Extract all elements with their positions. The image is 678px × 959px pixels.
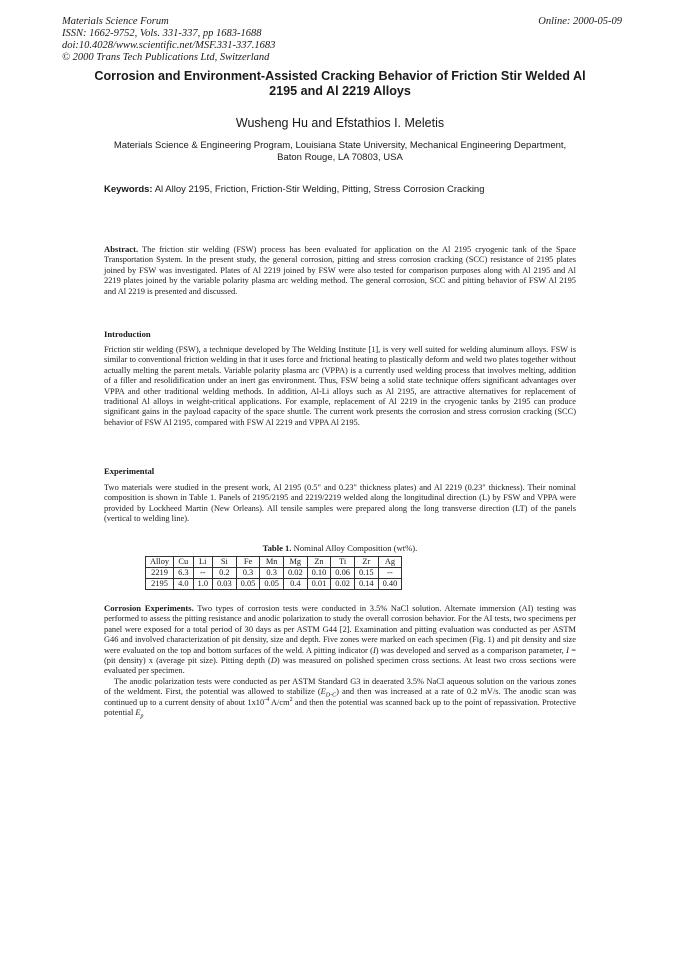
keywords-text: Al Alloy 2195, Friction, Friction-Stir Welding, Pitting, Stress Corrosion Cracking (152, 184, 485, 195)
copyright-line: © 2000 Trans Tech Publications Ltd, Switzerland (62, 52, 270, 63)
table-cell: -- (378, 568, 402, 579)
paper-title: Corrosion and Environment-Assisted Cracking Behavior of Friction Stir Welded Al 2195 and Al 2219 Alloys (94, 69, 586, 98)
table-cell: 0.40 (378, 579, 402, 590)
corrosion-text: The anodic polarization tests were conducted as per ASTM Standard G3 in deaerated 3.5% NaCl aqueous solution on the various zones of the weldment. First, the potential was allowed to stabilize ( (104, 676, 576, 697)
table-header-cell: Ti (331, 557, 355, 568)
table-caption-label: Table 1. (262, 543, 292, 553)
table-header-cell: Si (213, 557, 237, 568)
corrosion-section (104, 603, 576, 718)
symbol-pitting-indicator: I (372, 645, 376, 655)
online-date: Online: 2000-05-09 (538, 16, 622, 27)
table-caption-text: Nominal Alloy Composition (wt%). (291, 543, 418, 553)
table-cell: 0.01 (307, 579, 331, 590)
table-cell: 2219 (146, 568, 174, 579)
table-header-row (146, 557, 402, 568)
table-cell: 4.0 (174, 579, 193, 590)
table-cell: 0.05 (236, 579, 260, 590)
corrosion-text: = (pit density) x (average pit size). Pitting depth ( (104, 645, 576, 666)
corrosion-paragraph-2 (104, 677, 576, 719)
table-cell: 0.3 (260, 568, 284, 579)
abstract-text: The friction stir welding (FSW) process has been evaluated for application on the Al 2195 cryogenic tank of the Space Transportation System. In the present study, the general corrosion, pitting and stress corrosion cracking (SCC) resistance of 2195 plates joined by FSW was investigated. Plates of Al 2219 joined by FSW were also tested for comparison purposes along with Al 2195 and Al 2219 plates joined by the variable polarity plasma arc welding method. The general corrosion, SCC and pitting behavior of FSW Al 2195 and Al 2219 is presented and discussed. (104, 245, 576, 296)
table-caption (104, 543, 576, 553)
table-cell: 6.3 (174, 568, 193, 579)
table-cell: 2195 (146, 579, 174, 590)
corrosion-label: Corrosion Experiments. (104, 603, 194, 613)
paper-authors: Wusheng Hu and Efstathios I. Meletis (235, 116, 445, 130)
experimental-heading: Experimental (104, 466, 155, 476)
table-cell: 0.15 (354, 568, 378, 579)
table-cell: 0.03 (213, 579, 237, 590)
introduction-text: Friction stir welding (FSW), a technique developed by The Welding Institute [1], is very well suited for welding aluminum alloys. FSW is similar to conventional friction welding in that it uses force and frictional heating to plastically deform and weld two plates together without actually melting the parent metals. Variable polarity plasma arc (VPPA) is a currently used welding process that involves melting, addition of a filler and resolidification under an inert gas environment. Thus, FSW being a solid state technique offers significant advantages over VPPA and other traditional welding methods. In addition, Al-Li alloys such as Al 2195, are attractive alternatives for replacement of traditional Al alloys in weight-critical applications. For example, replacement of Al 2219 in the cryogenic tanks by 2195 can produce significant gains in the payload capacity of the space shuttle. The current work presents the corrosion and stress corrosion cracking (SCC) behavior of FSW Al 2195, compared with FSW Al 2219 and VPPA Al 2195. (104, 345, 576, 427)
table-header-cell: Alloy (146, 557, 174, 568)
table-cell: 0.4 (283, 579, 307, 590)
symbol-pitting-depth: D (270, 656, 277, 666)
symbol-pitting-indicator: I (566, 645, 569, 655)
issn-line: ISSN: 1662-9752, Vols. 331-337, pp 1683-1688 (62, 28, 262, 39)
table-cell: 0.3 (236, 568, 260, 579)
table-header-cell: Ag (378, 557, 402, 568)
table-header-cell: Li (193, 557, 212, 568)
journal-header (62, 16, 622, 64)
corrosion-text: and then the potential was scanned back up to the point of repassivation. Protective potential (104, 697, 576, 718)
table-row (146, 568, 402, 579)
composition-table (145, 556, 402, 590)
abstract-section (104, 244, 576, 297)
table-header-cell: Mg (283, 557, 307, 568)
table-header-cell: Fe (236, 557, 260, 568)
table-cell: 0.10 (307, 568, 331, 579)
keywords-line (104, 184, 584, 195)
table-header-cell: Cu (174, 557, 193, 568)
corrosion-paragraph-1 (104, 603, 576, 677)
superscript-exponent: -4 (264, 696, 270, 703)
table-cell: 0.2 (213, 568, 237, 579)
table-cell: 0.02 (283, 568, 307, 579)
introduction-heading: Introduction (104, 329, 151, 339)
corrosion-text: Two types of corrosion tests were conducted in 3.5% NaCl solution. Alternate immersion (AI) testing was performed to assess the pitting resistance and anodic polarization to study the overall corrosion behavior. For the AI tests, two specimens per panel were exposed for a total period of 30 days as per ASTM G44 [2]. Examination and pitting evaluation was conducted as per ASTM G46 and involved characterization of pit density, size and depth. Five zones were marked on each specimen (Fig. 1) and pit density and size were evaluated on the top and bottom surfaces of the weld. A pitting indicator ( (104, 604, 576, 655)
corrosion-text: ) was measured on polished specimen cross sections. At least two cross sections were evaluated per specimen. (104, 656, 576, 676)
experimental-text: Two materials were studied in the present work, Al 2195 (0.5" and 0.23" thickness plates) and Al 2219 (0.23" thickness). Their nominal composition is shown in Table 1. Panels of 2195/2195 and 2219/2219 welded along the longitudinal direction (L) by FSW and VPPA were provided by Lockheed Martin (New Orleans). All tensile samples were prepared along the long transverse direction (LT) of the panels (vertical to welding line). (104, 483, 576, 524)
table-cell: 0.14 (354, 579, 378, 590)
subscript-p: p (140, 713, 144, 720)
journal-name: Materials Science Forum (62, 16, 169, 27)
doi-line[interactable]: doi:10.4028/www.scientific.net/MSF.331-337.1683 (62, 40, 276, 51)
table-cell: 0.05 (260, 579, 284, 590)
table-header-cell: Mn (260, 557, 284, 568)
table-cell: 1.0 (193, 579, 212, 590)
table-row (146, 579, 402, 590)
table-cell: 0.06 (331, 568, 355, 579)
author-affiliation: Materials Science & Engineering Program, Louisiana State University, Mechanical Engineering Department, Baton Rouge, LA 70803, USA (113, 140, 567, 163)
table-header-cell: Zr (354, 557, 378, 568)
corrosion-text: ) and then was increased at a rate of 0.2 mV/s. The anodic scan was continued up to a current density of about 1x10 (104, 687, 576, 707)
symbol-protective-potential: E (135, 708, 141, 718)
abstract-label: Abstract. (104, 244, 139, 254)
corrosion-text: A/cm (269, 697, 290, 707)
table-header-cell: Zn (307, 557, 331, 568)
superscript-squared: 2 (289, 696, 293, 703)
corrosion-text: ) was developed and served as a comparison parameter, (375, 645, 567, 655)
keywords-label: Keywords: (104, 184, 153, 195)
subscript-dc: D-C (325, 692, 337, 699)
symbol-potential: E (320, 687, 326, 697)
table-cell: 0.02 (331, 579, 355, 590)
table-cell: -- (193, 568, 212, 579)
